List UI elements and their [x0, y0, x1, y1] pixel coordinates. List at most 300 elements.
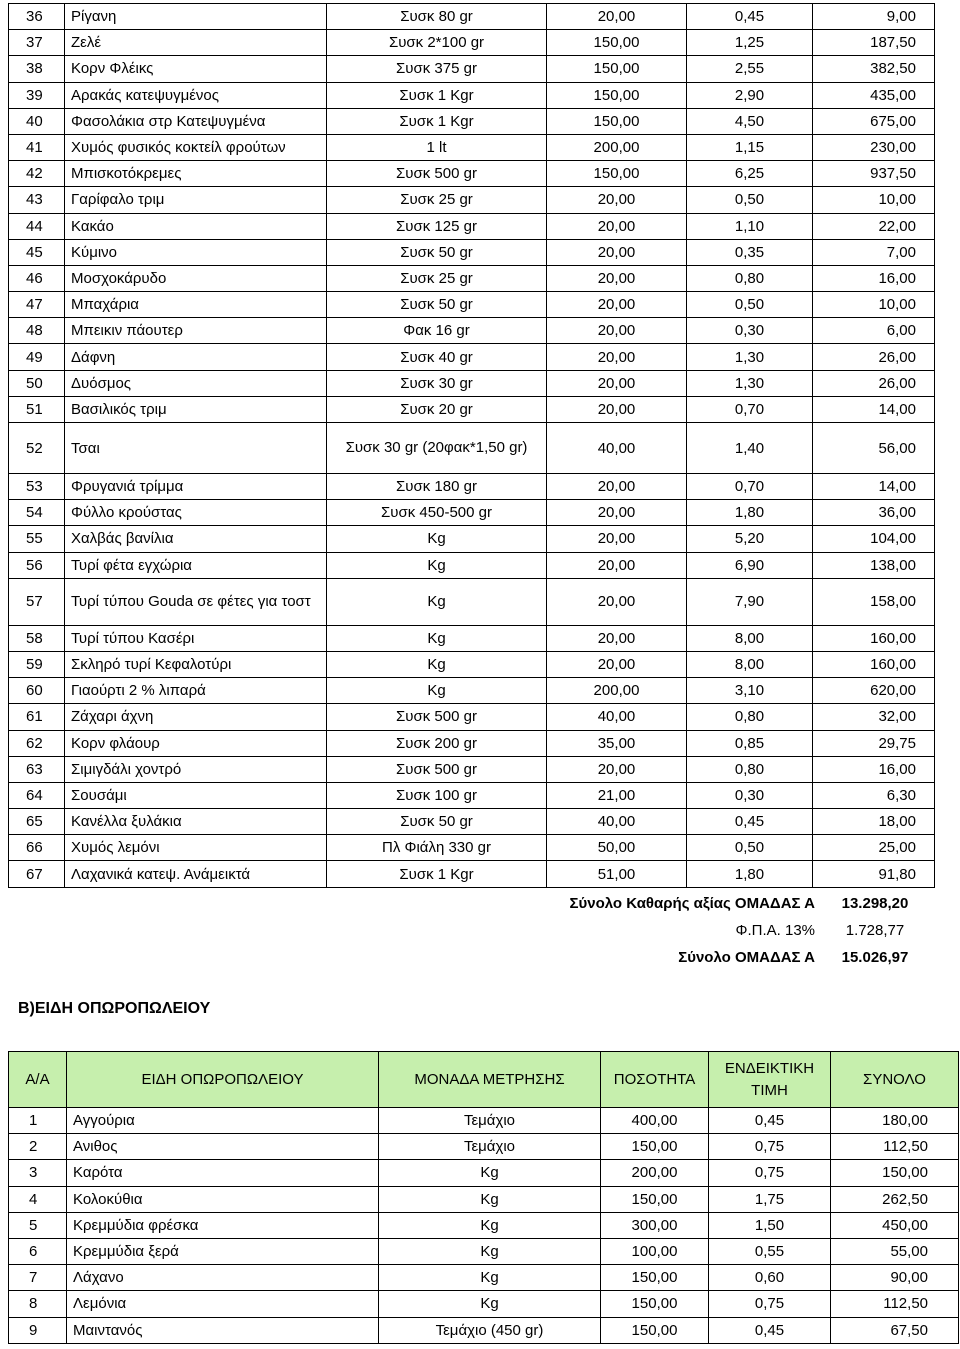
row-number-cell: 44 [9, 213, 65, 239]
unit-price-cell: 0,45 [687, 809, 813, 835]
column-header: ΜΟΝΑΔΑ ΜΕΤΡΗΣΗΣ [379, 1052, 601, 1108]
unit-price-cell: 1,25 [687, 30, 813, 56]
total-cell: 10,00 [813, 187, 935, 213]
quantity-cell: 200,00 [601, 1160, 709, 1186]
quantity-cell: 150,00 [547, 30, 687, 56]
unit-cell: Kg [379, 1160, 601, 1186]
table-row [9, 292, 935, 318]
unit-cell: Συσκ 50 gr [327, 292, 547, 318]
item-name-cell: Τυρί τύπου Κασέρι [65, 625, 327, 651]
item-name-cell: Φύλλο κρούστας [65, 500, 327, 526]
row-number-cell: 1 [9, 1108, 67, 1134]
total-cell: 91,80 [813, 861, 935, 887]
table-row [9, 625, 935, 651]
quantity-cell: 150,00 [601, 1291, 709, 1317]
quantity-cell: 20,00 [547, 344, 687, 370]
group-total-value: 15.026,97 [841, 948, 909, 966]
unit-price-cell: 1,30 [687, 344, 813, 370]
quantity-cell: 300,00 [601, 1212, 709, 1238]
unit-price-cell: 8,00 [687, 651, 813, 677]
total-cell: 6,30 [813, 782, 935, 808]
item-name-cell: Δυόσμος [65, 370, 327, 396]
quantity-cell: 20,00 [547, 239, 687, 265]
unit-cell: Συσκ 30 gr (20φακ*1,50 gr) [327, 423, 547, 474]
row-number-cell: 64 [9, 782, 65, 808]
unit-price-cell: 1,75 [709, 1186, 831, 1212]
vat-value: 1.728,77 [845, 921, 905, 939]
table-row [9, 835, 935, 861]
quantity-cell: 20,00 [547, 552, 687, 578]
unit-cell: Συσκ 25 gr [327, 187, 547, 213]
item-name-cell: Χυμός φυσικός κοκτείλ φρούτων [65, 134, 327, 160]
unit-cell: Kg [327, 678, 547, 704]
unit-price-cell: 0,75 [709, 1160, 831, 1186]
row-number-cell: 37 [9, 30, 65, 56]
item-name-cell: Λάχανο [67, 1265, 379, 1291]
table-row [9, 56, 935, 82]
total-cell: 230,00 [813, 134, 935, 160]
unit-price-cell: 4,50 [687, 108, 813, 134]
row-number-cell: 58 [9, 625, 65, 651]
unit-price-cell: 1,15 [687, 134, 813, 160]
produce-table-header [9, 1052, 959, 1108]
total-cell: 158,00 [813, 578, 935, 625]
quantity-cell: 20,00 [547, 318, 687, 344]
unit-price-cell: 1,80 [687, 500, 813, 526]
total-cell: 67,50 [831, 1317, 959, 1343]
table-row [9, 423, 935, 474]
item-name-cell: Κρεμμύδια ξερά [67, 1238, 379, 1264]
produce-table [8, 1051, 959, 1344]
row-number-cell: 8 [9, 1291, 67, 1317]
row-number-cell: 43 [9, 187, 65, 213]
quantity-cell: 20,00 [547, 474, 687, 500]
item-name-cell: Κορν Φλέικς [65, 56, 327, 82]
total-cell: 620,00 [813, 678, 935, 704]
row-number-cell: 52 [9, 423, 65, 474]
item-name-cell: Μπισκοτόκρεμες [65, 161, 327, 187]
unit-price-cell: 2,55 [687, 56, 813, 82]
item-name-cell: Ρίγανη [65, 4, 327, 30]
total-cell: 160,00 [813, 651, 935, 677]
row-number-cell: 40 [9, 108, 65, 134]
quantity-cell: 150,00 [547, 161, 687, 187]
column-header: ΣΥΝΟΛΟ [831, 1052, 959, 1108]
unit-cell: Συσκ 450-500 gr [327, 500, 547, 526]
row-number-cell: 45 [9, 239, 65, 265]
table-row [9, 1265, 959, 1291]
total-cell: 675,00 [813, 108, 935, 134]
unit-cell: Kg [327, 578, 547, 625]
row-number-cell: 49 [9, 344, 65, 370]
item-name-cell: Ζελέ [65, 30, 327, 56]
table-row [9, 809, 935, 835]
table-row [9, 4, 935, 30]
net-total-row [505, 890, 935, 916]
unit-price-cell: 3,10 [687, 678, 813, 704]
item-name-cell: Καρότα [67, 1160, 379, 1186]
item-name-cell: Γαρίφαλο τριμ [65, 187, 327, 213]
quantity-cell: 20,00 [547, 187, 687, 213]
quantity-cell: 40,00 [547, 809, 687, 835]
table-row [9, 1108, 959, 1134]
table-row [9, 526, 935, 552]
row-number-cell: 56 [9, 552, 65, 578]
table-row [9, 678, 935, 704]
row-number-cell: 7 [9, 1265, 67, 1291]
quantity-cell: 20,00 [547, 213, 687, 239]
total-cell: 16,00 [813, 756, 935, 782]
quantity-cell: 20,00 [547, 756, 687, 782]
unit-price-cell: 0,60 [709, 1265, 831, 1291]
quantity-cell: 21,00 [547, 782, 687, 808]
total-cell: 22,00 [813, 213, 935, 239]
row-number-cell: 48 [9, 318, 65, 344]
table-row [9, 1291, 959, 1317]
unit-cell: Τεμάχιο (450 gr) [379, 1317, 601, 1343]
quantity-cell: 150,00 [547, 56, 687, 82]
vat-label: Φ.Π.Α. 13% [735, 921, 815, 939]
quantity-cell: 150,00 [547, 108, 687, 134]
quantity-cell: 20,00 [547, 526, 687, 552]
total-cell: 150,00 [831, 1160, 959, 1186]
quantity-cell: 200,00 [547, 678, 687, 704]
table-row [9, 213, 935, 239]
table-row [9, 578, 935, 625]
column-header: ΠΟΣΟΤΗΤΑ [601, 1052, 709, 1108]
item-name-cell: Γιαούρτι 2 % λιπαρά [65, 678, 327, 704]
total-cell: 262,50 [831, 1186, 959, 1212]
total-cell: 104,00 [813, 526, 935, 552]
total-cell: 180,00 [831, 1108, 959, 1134]
total-cell: 382,50 [813, 56, 935, 82]
table-row [9, 396, 935, 422]
unit-cell: Τεμάχιο [379, 1108, 601, 1134]
item-name-cell: Τυρί φέτα εγχώρια [65, 552, 327, 578]
unit-cell: Kg [327, 625, 547, 651]
item-name-cell: Ζάχαρι άχνη [65, 704, 327, 730]
total-cell: 56,00 [813, 423, 935, 474]
unit-cell: Τεμάχιο [379, 1134, 601, 1160]
item-name-cell: Σουσάμι [65, 782, 327, 808]
unit-cell: Συσκ 1 Kgr [327, 861, 547, 887]
total-cell: 14,00 [813, 396, 935, 422]
item-name-cell: Κανέλλα ξυλάκια [65, 809, 327, 835]
unit-cell: Kg [379, 1186, 601, 1212]
item-name-cell: Κορν φλάουρ [65, 730, 327, 756]
unit-price-cell: 1,80 [687, 861, 813, 887]
unit-price-cell: 0,50 [687, 187, 813, 213]
unit-price-cell: 0,45 [709, 1317, 831, 1343]
unit-cell: Συσκ 25 gr [327, 265, 547, 291]
row-number-cell: 4 [9, 1186, 67, 1212]
row-number-cell: 55 [9, 526, 65, 552]
quantity-cell: 20,00 [547, 370, 687, 396]
table-row [9, 552, 935, 578]
total-cell: 138,00 [813, 552, 935, 578]
row-number-cell: 61 [9, 704, 65, 730]
item-name-cell: Σκληρό τυρί Κεφαλοτύρι [65, 651, 327, 677]
unit-price-cell: 0,80 [687, 756, 813, 782]
unit-price-cell: 7,90 [687, 578, 813, 625]
unit-cell: Συσκ 375 gr [327, 56, 547, 82]
total-cell: 18,00 [813, 809, 935, 835]
net-total-value: 13.298,20 [841, 894, 909, 912]
item-name-cell: Τσαι [65, 423, 327, 474]
table-row [9, 1212, 959, 1238]
row-number-cell: 2 [9, 1134, 67, 1160]
unit-price-cell: 0,85 [687, 730, 813, 756]
quantity-cell: 400,00 [601, 1108, 709, 1134]
table-row [9, 1160, 959, 1186]
row-number-cell: 6 [9, 1238, 67, 1264]
unit-cell: Συσκ 500 gr [327, 161, 547, 187]
unit-cell: Συσκ 50 gr [327, 239, 547, 265]
unit-price-cell: 0,30 [687, 782, 813, 808]
group-a-table [8, 3, 935, 888]
unit-cell: Συσκ 125 gr [327, 213, 547, 239]
quantity-cell: 20,00 [547, 500, 687, 526]
unit-cell: Συσκ 180 gr [327, 474, 547, 500]
row-number-cell: 65 [9, 809, 65, 835]
row-number-cell: 67 [9, 861, 65, 887]
item-name-cell: Κακάο [65, 213, 327, 239]
quantity-cell: 20,00 [547, 625, 687, 651]
unit-price-cell: 0,70 [687, 396, 813, 422]
unit-cell: Πλ Φιάλη 330 gr [327, 835, 547, 861]
table-row [9, 861, 935, 887]
total-cell: 55,00 [831, 1238, 959, 1264]
unit-price-cell: 6,90 [687, 552, 813, 578]
quantity-cell: 150,00 [547, 82, 687, 108]
table-row [9, 370, 935, 396]
row-number-cell: 42 [9, 161, 65, 187]
table-row [9, 134, 935, 160]
total-cell: 7,00 [813, 239, 935, 265]
row-number-cell: 60 [9, 678, 65, 704]
unit-price-cell: 0,45 [687, 4, 813, 30]
unit-cell: Συσκ 500 gr [327, 704, 547, 730]
quantity-cell: 40,00 [547, 423, 687, 474]
item-name-cell: Φρυγανιά τρίμμα [65, 474, 327, 500]
row-number-cell: 53 [9, 474, 65, 500]
unit-price-cell: 8,00 [687, 625, 813, 651]
row-number-cell: 36 [9, 4, 65, 30]
column-header: Α/Α [9, 1052, 67, 1108]
total-cell: 29,75 [813, 730, 935, 756]
item-name-cell: Χυμός λεμόνι [65, 835, 327, 861]
vat-row [505, 917, 935, 943]
item-name-cell: Κύμινο [65, 239, 327, 265]
quantity-cell: 150,00 [601, 1317, 709, 1343]
table-row [9, 161, 935, 187]
total-cell: 25,00 [813, 835, 935, 861]
item-name-cell: Φασολάκια στρ Κατεψυγμένα [65, 108, 327, 134]
row-number-cell: 3 [9, 1160, 67, 1186]
total-cell: 6,00 [813, 318, 935, 344]
item-name-cell: Αρακάς κατεψυγμένος [65, 82, 327, 108]
table-row [9, 730, 935, 756]
quantity-cell: 20,00 [547, 265, 687, 291]
table-row [9, 474, 935, 500]
unit-cell: Kg [327, 651, 547, 677]
unit-price-cell: 1,30 [687, 370, 813, 396]
item-name-cell: Βασιλικός τριμ [65, 396, 327, 422]
table-row [9, 1317, 959, 1343]
unit-price-cell: 0,75 [709, 1291, 831, 1317]
unit-cell: Kg [327, 552, 547, 578]
unit-cell: 1 lt [327, 134, 547, 160]
unit-cell: Kg [379, 1291, 601, 1317]
unit-cell: Συσκ 200 gr [327, 730, 547, 756]
item-name-cell: Σιμιγδάλι χοντρό [65, 756, 327, 782]
unit-price-cell: 0,50 [687, 292, 813, 318]
unit-price-cell: 0,75 [709, 1134, 831, 1160]
row-number-cell: 59 [9, 651, 65, 677]
table-row [9, 318, 935, 344]
item-name-cell: Κολοκύθια [67, 1186, 379, 1212]
unit-cell: Kg [379, 1265, 601, 1291]
unit-cell: Συσκ 30 gr [327, 370, 547, 396]
quantity-cell: 20,00 [547, 396, 687, 422]
unit-cell: Kg [379, 1238, 601, 1264]
group-total-row [505, 944, 935, 970]
group-a-table-body [9, 4, 935, 888]
row-number-cell: 5 [9, 1212, 67, 1238]
row-number-cell: 9 [9, 1317, 67, 1343]
total-cell: 10,00 [813, 292, 935, 318]
quantity-cell: 20,00 [547, 578, 687, 625]
item-name-cell: Μαιντανός [67, 1317, 379, 1343]
table-row [9, 108, 935, 134]
unit-price-cell: 6,25 [687, 161, 813, 187]
unit-price-cell: 0,80 [687, 704, 813, 730]
quantity-cell: 150,00 [601, 1186, 709, 1212]
item-name-cell: Ανιθος [67, 1134, 379, 1160]
unit-price-cell: 0,70 [687, 474, 813, 500]
unit-cell: Συσκ 20 gr [327, 396, 547, 422]
total-cell: 90,00 [831, 1265, 959, 1291]
table-row [9, 782, 935, 808]
row-number-cell: 47 [9, 292, 65, 318]
unit-cell: Συσκ 1 Kgr [327, 82, 547, 108]
total-cell: 16,00 [813, 265, 935, 291]
unit-price-cell: 0,45 [709, 1108, 831, 1134]
column-header: ΕΙΔΗ ΟΠΩΡΟΠΩΛΕΙΟΥ [67, 1052, 379, 1108]
quantity-cell: 100,00 [601, 1238, 709, 1264]
quantity-cell: 20,00 [547, 292, 687, 318]
table-row [9, 30, 935, 56]
quantity-cell: 35,00 [547, 730, 687, 756]
item-name-cell: Κρεμμύδια φρέσκα [67, 1212, 379, 1238]
unit-price-cell: 0,55 [709, 1238, 831, 1264]
table-row [9, 1186, 959, 1212]
unit-price-cell: 1,10 [687, 213, 813, 239]
total-cell: 112,50 [831, 1291, 959, 1317]
total-cell: 450,00 [831, 1212, 959, 1238]
table-row [9, 651, 935, 677]
table-row [9, 344, 935, 370]
item-name-cell: Δάφνη [65, 344, 327, 370]
total-cell: 26,00 [813, 370, 935, 396]
total-cell: 36,00 [813, 500, 935, 526]
row-number-cell: 66 [9, 835, 65, 861]
unit-cell: Συσκ 80 gr [327, 4, 547, 30]
table-row [9, 704, 935, 730]
row-number-cell: 51 [9, 396, 65, 422]
unit-cell: Συσκ 100 gr [327, 782, 547, 808]
quantity-cell: 150,00 [601, 1265, 709, 1291]
total-cell: 9,00 [813, 4, 935, 30]
quantity-cell: 50,00 [547, 835, 687, 861]
quantity-cell: 200,00 [547, 134, 687, 160]
total-cell: 14,00 [813, 474, 935, 500]
table-row [9, 1238, 959, 1264]
unit-cell: Φακ 16 gr [327, 318, 547, 344]
total-cell: 112,50 [831, 1134, 959, 1160]
table-row [9, 265, 935, 291]
unit-price-cell: 0,50 [687, 835, 813, 861]
group-total-label: Σύνολο ΟΜΑΔΑΣ Α [678, 948, 815, 966]
item-name-cell: Λαχανικά κατεψ. Ανάμεικτά [65, 861, 327, 887]
quantity-cell: 20,00 [547, 651, 687, 677]
unit-cell: Συσκ 2*100 gr [327, 30, 547, 56]
unit-price-cell: 0,80 [687, 265, 813, 291]
row-number-cell: 63 [9, 756, 65, 782]
row-number-cell: 39 [9, 82, 65, 108]
row-number-cell: 54 [9, 500, 65, 526]
unit-price-cell: 1,40 [687, 423, 813, 474]
quantity-cell: 20,00 [547, 4, 687, 30]
unit-cell: Συσκ 500 gr [327, 756, 547, 782]
quantity-cell: 40,00 [547, 704, 687, 730]
total-cell: 435,00 [813, 82, 935, 108]
table-row [9, 187, 935, 213]
item-name-cell: Λεμόνια [67, 1291, 379, 1317]
total-cell: 26,00 [813, 344, 935, 370]
unit-price-cell: 1,50 [709, 1212, 831, 1238]
item-name-cell: Μοσχοκάρυδο [65, 265, 327, 291]
row-number-cell: 46 [9, 265, 65, 291]
unit-price-cell: 5,20 [687, 526, 813, 552]
unit-cell: Συσκ 40 gr [327, 344, 547, 370]
unit-cell: Kg [379, 1212, 601, 1238]
row-number-cell: 50 [9, 370, 65, 396]
row-number-cell: 41 [9, 134, 65, 160]
unit-price-cell: 2,90 [687, 82, 813, 108]
table-row [9, 500, 935, 526]
unit-price-cell: 0,30 [687, 318, 813, 344]
unit-cell: Kg [327, 526, 547, 552]
item-name-cell: Μπεικιν πάουτερ [65, 318, 327, 344]
column-header: ΕΝΔΕΙΚΤΙΚΗ ΤΙΜΗ [709, 1052, 831, 1108]
unit-cell: Συσκ 1 Kgr [327, 108, 547, 134]
quantity-cell: 150,00 [601, 1134, 709, 1160]
produce-table-body [9, 1108, 959, 1344]
item-name-cell: Αγγούρια [67, 1108, 379, 1134]
table-row [9, 1134, 959, 1160]
total-cell: 937,50 [813, 161, 935, 187]
item-name-cell: Τυρί τύπου Gouda σε φέτες για τοστ [65, 578, 327, 625]
item-name-cell: Μπαχάρια [65, 292, 327, 318]
row-number-cell: 57 [9, 578, 65, 625]
unit-cell: Συσκ 50 gr [327, 809, 547, 835]
quantity-cell: 51,00 [547, 861, 687, 887]
total-cell: 160,00 [813, 625, 935, 651]
table-row [9, 239, 935, 265]
row-number-cell: 62 [9, 730, 65, 756]
row-number-cell: 38 [9, 56, 65, 82]
